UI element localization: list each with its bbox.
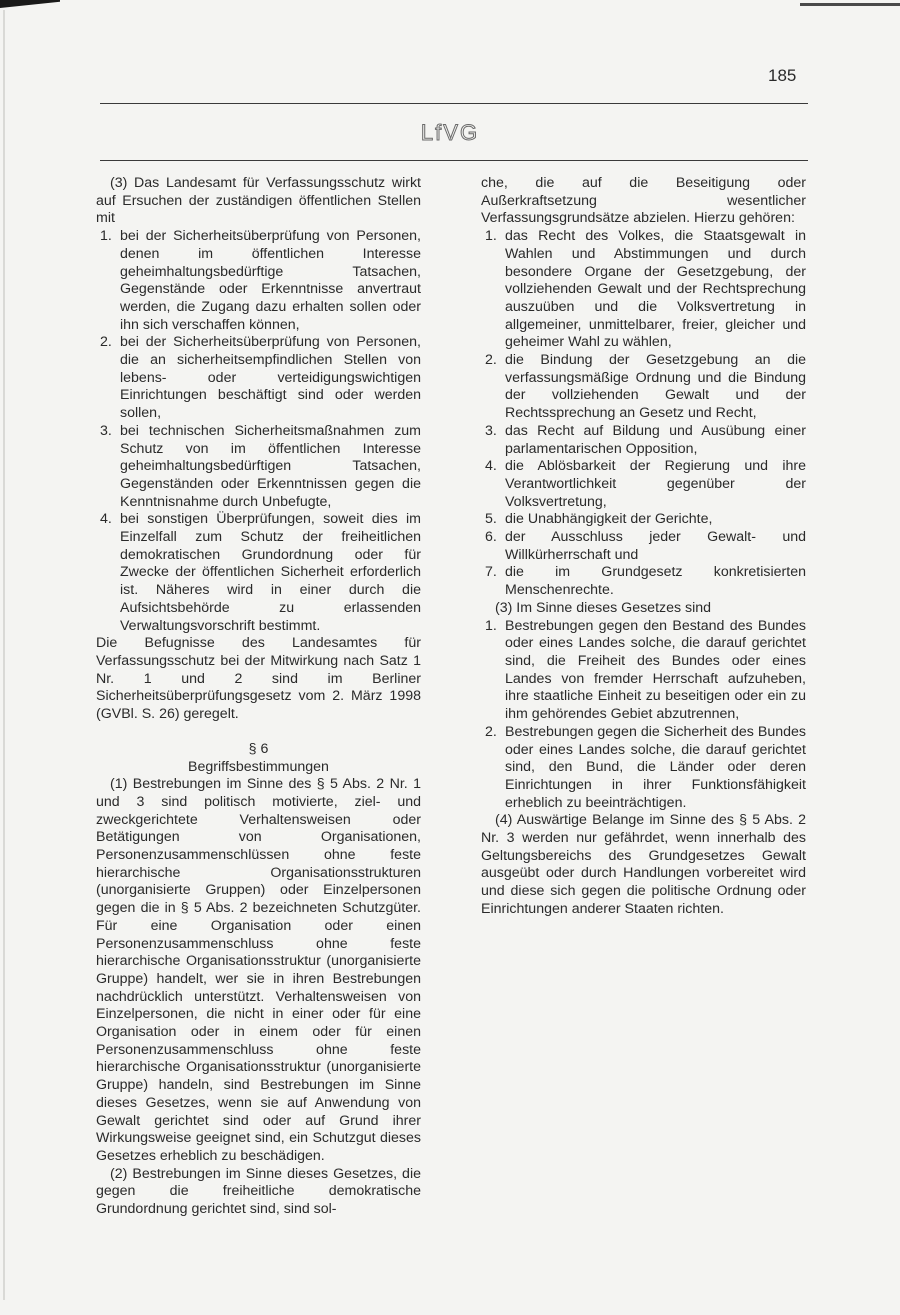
- list-item: [96, 423, 421, 512]
- paragraph-2-start: (2) Bestrebungen im Sinne dieses Gesetzes, die gegen die freiheitliche demokratische Grundordnung gerichtet sind, sind sol-: [96, 1165, 421, 1218]
- list-item-text: das Recht auf Bildung und Ausübung einer parlamentarischen Opposition,: [505, 422, 806, 457]
- list-item: [96, 228, 421, 334]
- list-item-text: die im Grundgesetz konkretisierten Menschenrechte.: [505, 564, 806, 599]
- header-rule-bottom: [100, 160, 808, 161]
- section-number: § 6: [248, 740, 269, 757]
- list-number: 1.: [485, 617, 497, 634]
- list-number: 1.: [100, 228, 112, 245]
- list-item: [96, 511, 421, 635]
- paragraph-3: (3) Im Sinne dieses Gesetzes sind: [495, 599, 712, 616]
- list-item: [96, 334, 421, 423]
- list-item-text: die Ablösbarkeit der Regierung und ihre Verantwortlichkeit gegenüber der Volksvertretung,: [505, 458, 806, 510]
- list-number: 2.: [485, 352, 497, 369]
- list-item-text: das Recht des Volkes, die Staatsgewalt in Wahlen und Abstimmungen und durch besondere Organe der Gesetzgebung, der vollziehenden Gewalt und der Rechtsprechung auszuüben und die Volksvertretung in allgemeiner, unmittelbarer, freier, gleicher und geheimer Wahl zu wählen,: [505, 228, 806, 351]
- list-item: [481, 529, 806, 564]
- scan-top-mark: [800, 3, 900, 6]
- list-item-text: die Unabhängigkeit der Gerichte,: [505, 511, 713, 528]
- list-item: [481, 423, 806, 458]
- list-item-text: Bestrebungen gegen den Bestand des Bundes oder eines Landes solche, die darauf gerichtet sind, die Freiheit des Bundes oder eines Landes von fremder Herrschaft aufzuheben, ihre staatliche Einheit zu beseitigen oder ein zu ihm gehörendes Gebiet abzutrennen,: [505, 617, 806, 723]
- paragraph-2-continuation: che, die auf die Beseitigung oder Außerkraftsetzung wesentlicher Verfassungsgrundsätze abzielen. Hierzu gehören:: [481, 175, 806, 227]
- section-title: Begriffsbestimmungen: [188, 758, 329, 775]
- list-item: [481, 724, 806, 813]
- scan-edge-shadow: [3, 10, 5, 1300]
- paragraph-3-intro: (3) Das Landesamt für Verfassungsschutz wirkt auf Ersuchen der zuständigen öffentlichen Stellen mit: [96, 175, 421, 227]
- paragraph-4: (4) Auswärtige Belange im Sinne des § 5 Abs. 2 Nr. 3 werden nur gefährdet, wenn innerhalb des Geltungsbereichs des Grundgesetzes Gewalt ausgeübt oder durch Handlungen vorbereitet wird und diese sich gegen die politische Ordnung oder Einrichtungen anderer Staaten richten.: [481, 812, 806, 917]
- list-number: 2.: [100, 334, 112, 351]
- principles-list: [481, 228, 806, 600]
- page-number: 185: [768, 66, 797, 85]
- list-item-text: die Bindung der Gesetzgebung an die verfassungsmäßige Ordnung und die Bindung der vollziehenden Gewalt und der Rechtssprechung an Gesetz und Recht,: [505, 352, 806, 422]
- list-number: 1.: [485, 228, 497, 245]
- list-number: 3.: [485, 422, 497, 439]
- list-item: [481, 618, 806, 724]
- list-number: 3.: [100, 422, 112, 439]
- list-item-text: bei sonstigen Überprüfungen, soweit dies im Einzelfall zum Schutz der freiheitlichen demokratischen Grundordnung oder für Zwecke der öffentlichen Sicherheit erforderlich ist. Näheres wird in einer durch die Aufsichtsbehörde zu erlassenden Verwaltungsvorschrift bestimmt.: [120, 511, 421, 634]
- scan-corner-mark: [0, 0, 60, 8]
- list-number: 6.: [485, 529, 497, 546]
- running-head: LfVG: [420, 120, 480, 145]
- list-item-text: Bestrebungen gegen die Sicherheit des Bundes oder eines Landes solche, die darauf gerichtet sind, den Bund, die Länder oder deren Einrichtungen in ihrer Funktionsfähigkeit erheblich zu beeinträchtigen.: [505, 723, 806, 811]
- list-item-text: bei der Sicherheitsüberprüfung von Personen, denen im öffentlichen Interesse geheimhaltungsbedürftige Tatsachen, Gegenstände oder Erkenntnisse anvertraut werden, die Zugang dazu erhalten sollen oder ihn sich verschaffen können,: [120, 228, 421, 333]
- cooperation-list: [96, 228, 421, 635]
- closing-paragraph: Die Befugnisse des Landesamtes für Verfassungsschutz bei der Mitwirkung nach Satz 1 Nr. 1 und 2 sind im Berliner Sicherheitsüberprüfungsgesetz vom 2. März 1998 (GVBl. S. 26) geregelt.: [96, 635, 421, 723]
- list-item-text: der Ausschluss jeder Gewalt- und Willkürherrschaft und: [505, 529, 806, 563]
- header-rule-top: [100, 103, 808, 104]
- list-item: [481, 564, 806, 599]
- list-item: [481, 228, 806, 352]
- list-item: [481, 511, 806, 529]
- list-item: [481, 352, 806, 423]
- list-number: 7.: [485, 564, 497, 581]
- list-number: 2.: [485, 723, 497, 740]
- list-item-text: bei der Sicherheitsüberprüfung von Personen, die an sicherheitsempfindlichen Stellen von lebens- oder verteidigungswichtigen Einrichtungen beschäftigt sind oder werden sollen,: [120, 334, 421, 422]
- list-number: 4.: [100, 511, 112, 528]
- list-item: [481, 458, 806, 511]
- left-column: [96, 175, 421, 1219]
- definitions-list: [481, 618, 806, 813]
- paragraph-1: (1) Bestrebungen im Sinne des § 5 Abs. 2 Nr. 1 und 3 sind politisch motivierte, ziel- und zweckgerichtete Verhaltensweisen oder Betätigungen von Organisationen, Personenzusammenschlüssen ohne feste hierarchische Organisationsstrukturen (unorganisierte Gruppen) oder Einzelpersonen gegen die in § 5 Abs. 2 bezeichneten Schutzgüter. Für eine Organisation oder einen Personenzusammenschluss ohne feste hierarchische Organisationsstruktur (unorganisierte Gruppe) handelt, wer sie in ihren Bestrebungen nachdrücklich unterstützt. Verhaltensweisen von Einzelpersonen, die nicht in einer oder für eine Organisation oder in einem oder für einen Personenzusammenschluss ohne feste hierarchische Organisationsstruktur (unorganisierte Gruppe) handeln, sind Bestrebungen im Sinne dieses Gesetzes, wenn sie auf Anwendung von Gewalt gerichtet sind oder auf Grund ihrer Wirkungsweise geeignet sind, ein Schutzgut dieses Gesetzes erheblich zu beschädigen.: [96, 776, 421, 1164]
- list-item-text: bei technischen Sicherheitsmaßnahmen zum Schutz von im öffentlichen Interesse geheimhaltungsbedürftigen Tatsachen, Gegenständen oder Erkenntnissen gegen die Kenntnisnahme durch Unbefugte,: [120, 422, 421, 510]
- list-number: 5.: [485, 511, 497, 528]
- list-number: 4.: [485, 458, 497, 475]
- right-column: [481, 175, 806, 919]
